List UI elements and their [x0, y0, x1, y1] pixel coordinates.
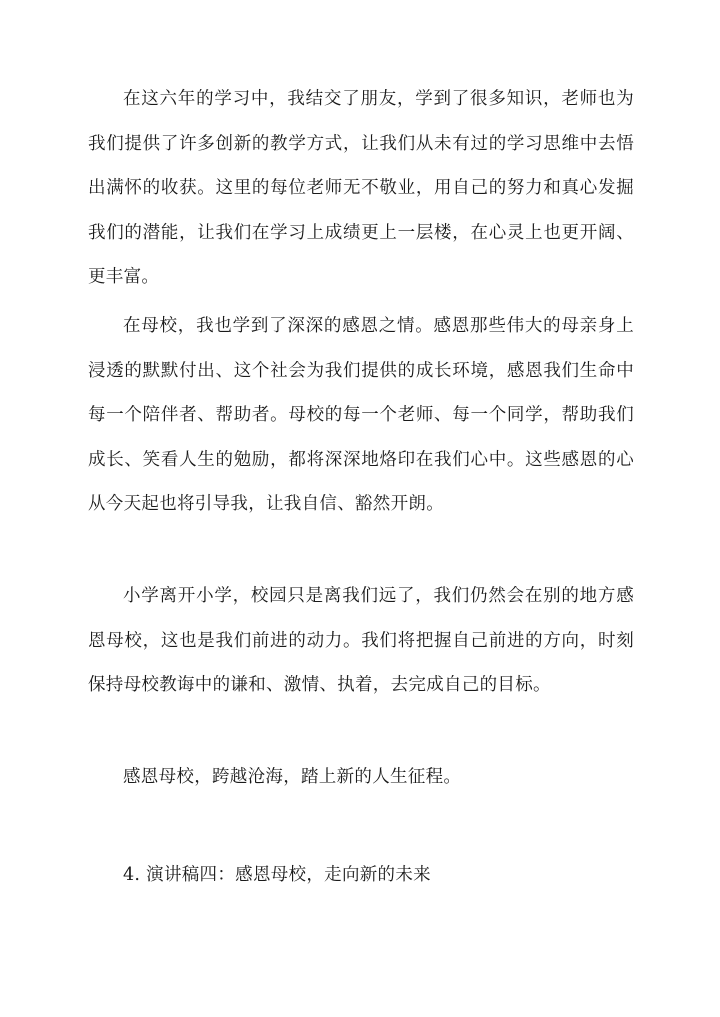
section-heading: 4. 演讲稿四：感恩母校，走向新的未来 — [123, 865, 431, 885]
body-paragraph: 感恩母校，跨越沧海，踏上新的人生征程。 — [123, 767, 462, 787]
body-paragraph: 在这六年的学习中，我结交了朋友，学到了很多知识，老师也为我们提供了许多创新的教学方式，让我们从未有过的学习思维中去悟出满怀的收获。这里的每位老师无不敬业，用自己的努力和真心发掘我们的潜能，让我们在学习上成绩更上一层楼，在心灵上也更开阔、更丰富。 — [88, 89, 634, 287]
body-paragraph: 小学离开小学，校园只是离我们远了，我们仍然会在别的地方感恩母校，这也是我们前进的动力。我们将把握自己前进的方向，时刻保持母校教诲中的谦和、激情、执着，去完成自己的目标。 — [88, 586, 634, 695]
body-paragraph: 在母校，我也学到了深深的感恩之情。感恩那些伟大的母亲身上浸透的默默付出、这个社会为我们提供的成长环境，感恩我们生命中每一个陪伴者、帮助者。母校的每一个老师、每一个同学，帮助我们成长、笑看人生的勉励，都将深深地烙印在我们心中。这些感恩的心从今天起也将引导我，让我自信、豁然开朗。 — [88, 316, 634, 514]
